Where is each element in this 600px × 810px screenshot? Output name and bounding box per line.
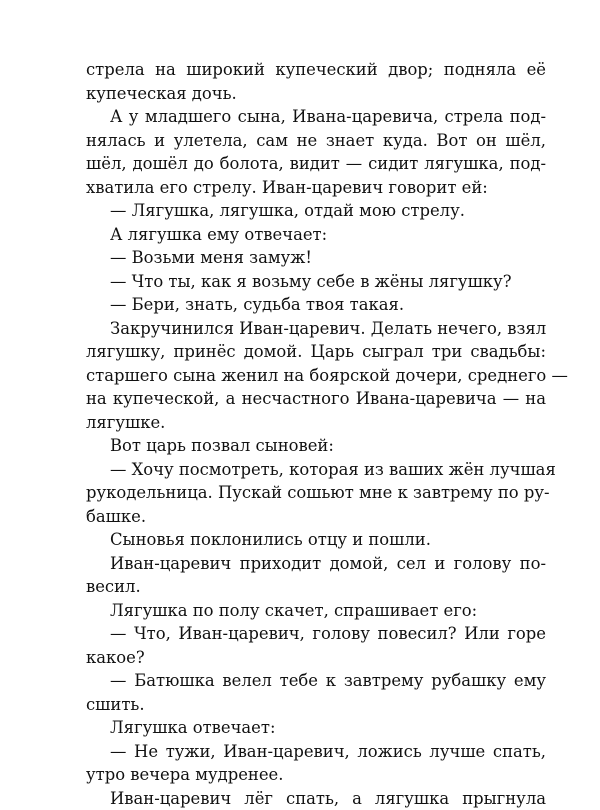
- text-line: — Батюшка велел тебе к завтрему рубашку ему: [86, 669, 546, 693]
- text-line: Иван-царевич приходит домой, сел и голову по-: [86, 552, 546, 576]
- text-line: лягушку, принёс домой. Царь сыграл три свадьбы:: [86, 340, 546, 364]
- text-line: Лягушка по полу скачет, спрашивает его:: [86, 599, 546, 623]
- text-line: — Что ты, как я возьму себе в жёны лягушку?: [86, 270, 546, 294]
- text-line: — Лягушка, лягушка, отдай мою стрелу.: [86, 199, 546, 223]
- story-text: [86, 58, 546, 810]
- text-line: — Не тужи, Иван-царевич, ложись лучше спать,: [86, 740, 546, 764]
- text-line: Вот царь позвал сыновей:: [86, 434, 546, 458]
- text-line: хватила его стрелу. Иван-царевич говорит ей:: [86, 176, 546, 200]
- text-line: А у младшего сына, Ивана-царевича, стрела под-: [86, 105, 546, 129]
- text-line: лягушке.: [86, 411, 546, 435]
- text-line: Лягушка отвечает:: [86, 716, 546, 740]
- text-line: старшего сына женил на боярской дочери, среднего —: [86, 364, 546, 388]
- text-line: — Бери, знать, судьба твоя такая.: [86, 293, 546, 317]
- text-line: какое?: [86, 646, 546, 670]
- text-line: рукодельница. Пускай сошьют мне к завтрему по ру-: [86, 481, 546, 505]
- text-line: сшить.: [86, 693, 546, 717]
- text-line: башке.: [86, 505, 546, 529]
- text-line: — Хочу посмотреть, которая из ваших жён лучшая: [86, 458, 546, 482]
- text-line: Сыновья поклонились отцу и пошли.: [86, 528, 546, 552]
- text-line: стрела на широкий купеческий двор; подняла её: [86, 58, 546, 82]
- text-line: — Что, Иван-царевич, голову повесил? Или горе: [86, 622, 546, 646]
- text-line: утро вечера мудренее.: [86, 763, 546, 787]
- text-line: купеческая дочь.: [86, 82, 546, 106]
- text-line: шёл, дошёл до болота, видит — сидит лягушка, под-: [86, 152, 546, 176]
- text-line: Иван-царевич лёг спать, а лягушка прыгнула: [86, 787, 546, 810]
- text-line: Закручинился Иван-царевич. Делать нечего, взял: [86, 317, 546, 341]
- text-line: на купеческой, а несчастного Ивана-царевича — на: [86, 387, 546, 411]
- text-line: А лягушка ему отвечает:: [86, 223, 546, 247]
- text-line: нялась и улетела, сам не знает куда. Вот он шёл,: [86, 129, 546, 153]
- text-line: весил.: [86, 575, 546, 599]
- text-line: — Возьми меня замуж!: [86, 246, 546, 270]
